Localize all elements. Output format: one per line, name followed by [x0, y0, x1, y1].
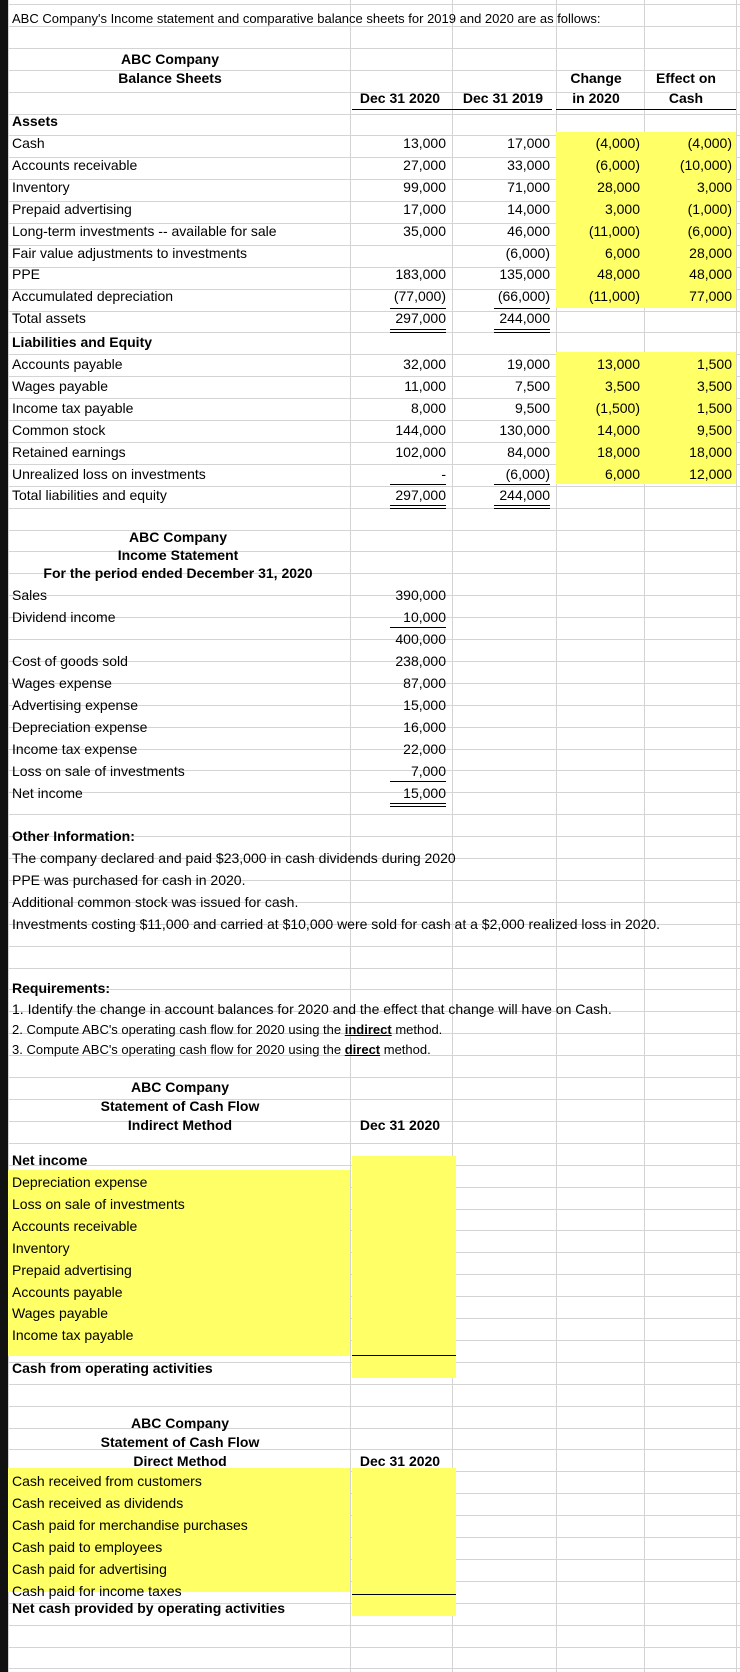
bs-2019-value: 71,000 — [507, 178, 550, 195]
bs-effect-value[interactable]: 12,000 — [689, 465, 732, 482]
bs-header-underline — [352, 109, 552, 110]
bs-col-change: Change — [570, 70, 622, 86]
bs-unrealized-underline — [390, 484, 446, 485]
bs-company: ABC Company — [120, 51, 219, 67]
indirect-row-label: Income tax payable — [12, 1327, 134, 1344]
direct-row-label: Cash paid to employees — [12, 1538, 163, 1555]
grid-row-line — [8, 1625, 740, 1626]
bs-change-value[interactable]: 48,000 — [597, 266, 640, 283]
bs-col-effect-2: Cash — [668, 90, 704, 106]
bs-effect-value[interactable]: (1,000) — [687, 200, 732, 217]
bs-change-value[interactable]: 6,000 — [604, 244, 640, 261]
bs-change-value[interactable] — [556, 484, 640, 506]
ind-net-income: Net income — [12, 1152, 88, 1168]
dir-total: Net cash provided by operating activities — [12, 1600, 286, 1616]
bs-effect-value[interactable]: 48,000 — [689, 266, 732, 283]
bs-change-value[interactable]: (11,000) — [588, 222, 640, 239]
bs-2019-value: 84,000 — [507, 443, 550, 460]
bs-row-label-total-liabilities-and-equity: Total liabilities and equity — [12, 487, 167, 504]
bs-2020-value: 27,000 — [403, 156, 446, 173]
bs-effect-value[interactable] — [644, 484, 732, 506]
bs-col-effect: Effect on — [656, 70, 716, 86]
grid-row-line — [8, 1143, 740, 1144]
indirect-row-label: Accounts payable — [12, 1283, 123, 1300]
bs-row-label-retained-earnings: Retained earnings — [12, 443, 126, 460]
bs-change-value[interactable]: 6,000 — [604, 465, 640, 482]
is-row-value: 16,000 — [403, 719, 446, 735]
bs-2019-value: 17,000 — [507, 135, 550, 151]
indirect-row-label: Prepaid advertising — [12, 1261, 132, 1278]
bs-2020-value: (77,000) — [393, 288, 446, 305]
bs-col-2019: Dec 31 2019 — [462, 90, 544, 106]
bs-row-label-ppe: PPE — [12, 266, 41, 283]
bs-2019-value: 135,000 — [499, 266, 550, 283]
bs-row-label-wages-payable: Wages payable — [12, 377, 108, 394]
grid-row-line — [8, 1384, 740, 1385]
bs-total-assets-double — [390, 329, 446, 333]
is-row-value: 10,000 — [403, 609, 446, 625]
is-row-label: Loss on sale of investments — [12, 763, 185, 779]
is-dividend-underline — [390, 627, 446, 628]
bs-row-label-income-tax-payable: Income tax payable — [12, 399, 134, 416]
bs-change-value[interactable]: (4,000) — [595, 135, 640, 151]
is-row-value: 7,000 — [410, 763, 446, 779]
is-row-value: 400,000 — [395, 631, 446, 647]
req-3: 3. Compute ABC's operating cash flow for 2020 using the direct method. — [12, 1042, 431, 1057]
other-info-line: Additional common stock was issued for cash. — [12, 893, 299, 910]
bs-2019-value: 244,000 — [499, 310, 550, 327]
is-row-label: Advertising expense — [12, 697, 139, 713]
grid-row-line — [8, 1406, 740, 1407]
grid-row-line — [8, 1668, 740, 1669]
is-row-label: Net income — [12, 785, 83, 801]
bs-2020-value: 8,000 — [410, 399, 446, 416]
bs-2020-value: 144,000 — [395, 421, 446, 438]
bs-2020-value: 17,000 — [403, 200, 446, 217]
bs-2020-value: 102,000 — [395, 443, 446, 460]
bs-2019-value: 7,500 — [514, 377, 550, 394]
bs-effect-value[interactable]: 1,500 — [696, 399, 732, 416]
liab-header: Liabilities and Equity — [12, 334, 153, 350]
is-row-label: Cost of goods sold — [12, 653, 128, 669]
grid-row-line — [8, 814, 740, 815]
is-loss-underline — [390, 781, 446, 782]
bs-2019-value: 9,500 — [514, 399, 550, 416]
req-2: 2. Compute ABC's operating cash flow for 2020 using the indirect method. — [12, 1022, 443, 1037]
bs-accum-underline — [390, 308, 446, 309]
bs-2019-value: 19,000 — [507, 356, 550, 372]
intro-text: ABC Company's Income statement and comparative balance sheets for 2019 and 2020 are as follows: — [12, 11, 601, 26]
assets-header: Assets — [12, 113, 58, 129]
is-row-value: 15,000 — [403, 697, 446, 713]
grid-row-line — [8, 508, 740, 509]
bs-row-label-long-term-investments-available-for-sale: Long-term investments -- available for sale — [12, 222, 277, 239]
bs-effect-value[interactable]: (10,000) — [679, 156, 732, 173]
dir-company: ABC Company — [130, 1415, 229, 1431]
ind-total: Cash from operating activities — [12, 1360, 213, 1376]
bs-row-label-fair-value-adjustments-to-investments: Fair value adjustments to investments — [12, 244, 247, 261]
bs-row-label-unrealized-loss-on-investments: Unrealized loss on investments — [12, 465, 206, 482]
bs-change-value[interactable]: 28,000 — [597, 178, 640, 195]
bs-title: Balance Sheets — [118, 70, 222, 86]
bs-effect-value[interactable]: 28,000 — [689, 244, 732, 261]
row-header-bar — [0, 0, 8, 1672]
bs-header-underline-2 — [556, 109, 736, 110]
bs-change-value[interactable]: 3,500 — [604, 377, 640, 394]
bs-2020-value: 297,000 — [395, 487, 446, 504]
grid-row-line — [8, 4, 740, 5]
direct-row-label: Cash received from customers — [12, 1473, 202, 1489]
bs-row-label-inventory: Inventory — [12, 178, 70, 195]
bs-2019-value: (6,000) — [505, 244, 550, 261]
bs-2020-value: 11,000 — [404, 377, 446, 394]
bs-row-label-cash: Cash — [12, 135, 45, 151]
ind-total-underline — [352, 1355, 456, 1356]
indirect-row-label: Wages payable — [12, 1305, 108, 1322]
bs-change-value[interactable]: (6,000) — [595, 156, 640, 173]
is-net-income-double — [390, 803, 446, 807]
bs-row-label-accounts-receivable: Accounts receivable — [12, 156, 138, 173]
is-row-label: Sales — [12, 587, 48, 603]
ind-company: ABC Company — [130, 1079, 229, 1095]
bs-2020-value: 99,000 — [403, 178, 446, 195]
bs-col-2020: Dec 31 2020 — [359, 90, 441, 106]
grid-row-line — [8, 114, 740, 115]
indirect-values-highlight — [352, 1156, 456, 1378]
dir-title: Statement of Cash Flow — [100, 1434, 260, 1450]
bs-effect-value[interactable]: 77,000 — [689, 288, 732, 305]
bs-change-value[interactable] — [556, 307, 640, 329]
bs-2019-value: 46,000 — [507, 222, 550, 239]
bs-total-liab-double-2019 — [494, 505, 550, 509]
bs-2019-value: 244,000 — [499, 487, 550, 504]
bs-effect-value[interactable]: 18,000 — [689, 443, 732, 460]
bs-2020-value — [350, 242, 446, 264]
dir-col: Dec 31 2020 — [359, 1453, 441, 1469]
is-row-value: 15,000 — [403, 785, 446, 801]
bs-row-label-prepaid-advertising: Prepaid advertising — [12, 200, 132, 217]
direct-row-label: Cash received as dividends — [12, 1494, 184, 1511]
bs-change-value[interactable]: 3,000 — [604, 200, 640, 217]
bs-effect-value[interactable]: (6,000) — [687, 222, 732, 239]
indirect-row-label: Depreciation expense — [12, 1174, 148, 1190]
is-title: Income Statement — [117, 547, 239, 563]
bs-total-assets-double-2019 — [494, 329, 550, 333]
ind-method: Indirect Method — [127, 1117, 233, 1133]
bs-2019-value: (66,000) — [497, 288, 550, 305]
indirect-row-label: Inventory — [12, 1239, 70, 1256]
is-row-value: 87,000 — [403, 675, 446, 691]
req-header: Requirements: — [12, 980, 111, 996]
grid-row-line — [8, 946, 740, 947]
bs-unrealized-underline-2019 — [494, 484, 550, 485]
bs-col-change-2: in 2020 — [572, 90, 620, 106]
grid-row-line — [8, 1647, 740, 1648]
bs-effect-value[interactable]: 1,500 — [696, 356, 732, 372]
bs-2019-value: (6,000) — [505, 465, 550, 482]
bs-change-value[interactable]: 18,000 — [597, 443, 640, 460]
is-period: For the period ended December 31, 2020 — [43, 565, 313, 581]
is-row-value: 22,000 — [403, 741, 446, 757]
bs-row-label-common-stock: Common stock — [12, 421, 106, 438]
ind-title: Statement of Cash Flow — [100, 1098, 260, 1114]
req-1: 1. Identify the change in account balances for 2020 and the effect that change will have on Cash. — [12, 1001, 612, 1017]
bs-2020-value: 183,000 — [395, 266, 446, 283]
bs-change-value[interactable]: 14,000 — [597, 421, 640, 438]
is-row-label: Wages expense — [12, 675, 112, 691]
is-row-label: Depreciation expense — [12, 719, 148, 735]
is-row-value: 390,000 — [395, 587, 446, 603]
indirect-row-label: Loss on sale of investments — [12, 1195, 185, 1212]
bs-2020-value: 32,000 — [403, 356, 446, 372]
bs-total-liab-double — [390, 505, 446, 509]
is-company: ABC Company — [128, 529, 227, 545]
bs-row-label-accounts-payable: Accounts payable — [12, 356, 123, 372]
dir-total-underline — [352, 1594, 456, 1595]
other-info-line: The company declared and paid $23,000 in cash dividends during 2020 — [12, 850, 456, 866]
bs-effect-value[interactable]: 9,500 — [696, 421, 732, 438]
direct-row-label: Cash paid for advertising — [12, 1560, 167, 1577]
other-info-line: Investments costing $11,000 and carried at $10,000 were sold for cash at a $2,000 realized loss in 2020. — [12, 915, 661, 932]
direct-row-label: Cash paid for merchandise purchases — [12, 1516, 248, 1533]
grid-row-line — [8, 968, 740, 969]
bs-2020-value: - — [441, 465, 446, 482]
bs-effect-value[interactable]: 3,500 — [696, 377, 732, 394]
bs-2019-value: 130,000 — [499, 421, 550, 438]
direct-row-label: Cash paid for income taxes — [12, 1582, 182, 1599]
bs-2020-value: 13,000 — [403, 135, 446, 151]
bs-2019-value: 33,000 — [507, 156, 550, 173]
is-row-label: Dividend income — [12, 609, 116, 625]
bs-change-value[interactable]: (1,500) — [595, 399, 640, 416]
other-info-line: PPE was purchased for cash in 2020. — [12, 871, 246, 888]
bs-row-label-accumulated-depreciation: Accumulated depreciation — [12, 288, 174, 305]
bs-effect-value[interactable] — [644, 307, 732, 329]
bs-effect-value[interactable]: 3,000 — [696, 178, 732, 195]
bs-change-value[interactable]: (11,000) — [588, 288, 640, 305]
bs-2019-value: 14,000 — [507, 200, 550, 217]
dir-method: Direct Method — [133, 1453, 227, 1469]
bs-effect-value[interactable]: (4,000) — [687, 135, 732, 151]
indirect-row-label: Accounts receivable — [12, 1217, 138, 1234]
ind-col: Dec 31 2020 — [359, 1117, 441, 1133]
bs-2020-value: 35,000 — [403, 222, 446, 239]
is-row-value: 238,000 — [395, 653, 446, 669]
is-row-label: Income tax expense — [12, 741, 138, 757]
bs-row-label-total-assets: Total assets — [12, 310, 86, 327]
grid-row-line — [8, 989, 740, 990]
bs-2020-value: 297,000 — [395, 310, 446, 327]
other-header: Other Information: — [12, 828, 135, 844]
bs-accum-underline-2019 — [494, 308, 550, 309]
bs-change-value[interactable]: 13,000 — [597, 356, 640, 372]
